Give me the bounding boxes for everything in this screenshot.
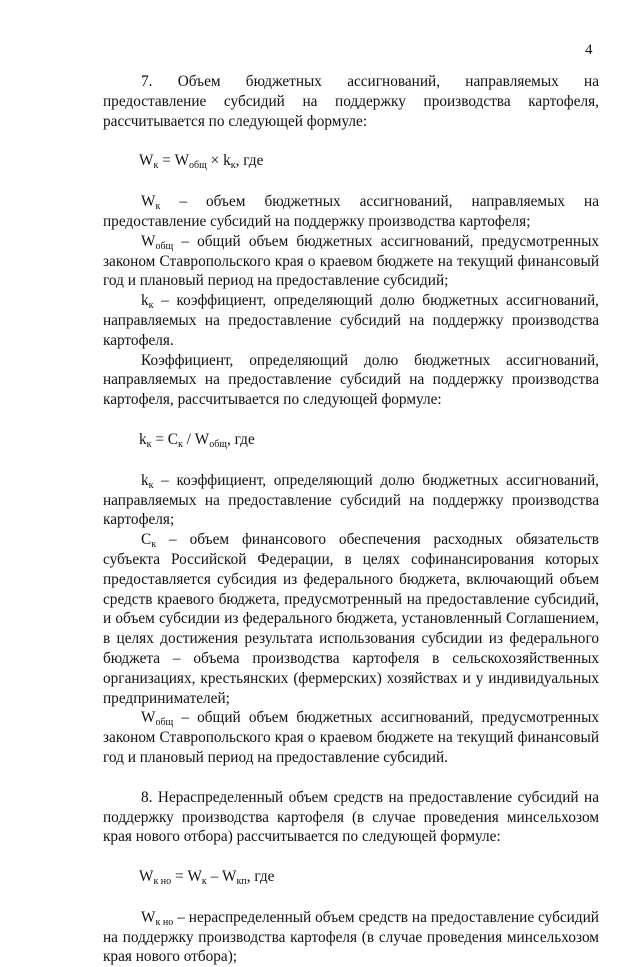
formula-wk: $W_к = W_{общ} \times k_к$, где	[139, 152, 264, 172]
document-body	[103, 72, 599, 967]
section-8-intro: 8. Нераспределенный объем средств на предоставление субсидий на поддержку производства картофеля (в случае проведения минсельхозом края нового отбора) рассчитывается по следующей формуле:	[103, 788, 599, 846]
page-number: 4	[585, 42, 593, 58]
section-7-intro: 7. Объем бюджетных ассигнований, направляемых на предоставление субсидий на поддержку производства картофеля, рассчитывается по следующей формуле:	[103, 73, 599, 130]
definition-wkno: $W_{к но}$ – нераспределенный объем средств на предоставление субсидий на поддержку производства картофеля (в случае проведения минсельхозом края нового отбора);	[103, 908, 599, 966]
definition-kk: $k_к$ – коэффициент, определяющий долю бюджетных ассигнований, направляемых на предоставление субсидий на поддержку производства картофеля.	[103, 292, 599, 349]
definition-ck: $C_к$ – объем финансового обеспечения расходных обязательств субъекта Российской Федерации, в целях софинансирования которых предоставляется субсидия из федерального бюджета, включающий объем средств краевого бюджета, предусмотренный на предоставление субсидий, и объем субсидии из федерального бюджета, установленный Соглашением, в целях достижения результата использования субсидии из федерального бюджета – объема производства картофеля в сельскохозяйственных организациях, крестьянских (фермерских) хозяйствах и у индивидуальных предпринимателей;	[103, 531, 599, 707]
definition-wobsh-2: $W_{общ}$ – общий объем бюджетных ассигнований, предусмотренных законом Ставропольского края о краевом бюджете на текущий финансовый год и плановый период на предоставление субсидий.	[103, 709, 599, 766]
definition-wobsh: $W_{общ}$ – общий объем бюджетных ассигнований, предусмотренных законом Ставропольского края о краевом бюджете на текущий финансовый год и плановый период на предоставление субсидий;	[103, 232, 599, 290]
section-gap	[103, 768, 599, 788]
definition-wk: $W_к$ – объем бюджетных ассигнований, направляемых на предоставление субсидий на поддержку производства картофеля;	[103, 193, 599, 230]
coefficient-intro: Коэффициент, определяющий долю бюджетных ассигнований, направляемых на предоставление субсидий на поддержку производства картофеля, рассчитывается по следующей формуле:	[103, 351, 599, 409]
formula-kk: $k_к = C_к / W_{общ}$, где	[139, 430, 255, 450]
definition-kk-2: $k_к$ – коэффициент, определяющий долю бюджетных ассигнований, направляемых на предоставление субсидий на поддержку производства картофеля;	[103, 471, 599, 529]
formula-wkno: $W_{к но} = W_к - W_{кп}$, где	[139, 868, 275, 888]
